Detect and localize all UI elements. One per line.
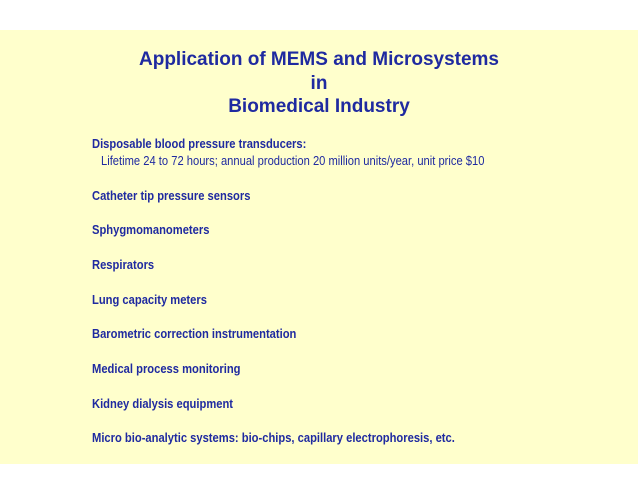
- list-item-lung-capacity-meters: Lung capacity meters: [92, 292, 207, 307]
- slide-title-line-2: in: [310, 73, 328, 94]
- list-item-sphygmomanometers: Sphygmomanometers: [92, 222, 210, 237]
- list-item-process-monitoring: Medical process monitoring: [92, 361, 241, 376]
- list-item-barometric-correction: Barometric correction instrumentation: [92, 326, 297, 341]
- slide-title-line-3: Biomedical Industry: [228, 96, 410, 117]
- list-item-detail-transducers: Lifetime 24 to 72 hours; annual production 20 million units/year, unit price $10: [101, 153, 485, 168]
- list-item-bio-analytic-systems: Micro bio-analytic systems: bio-chips, capillary electrophoresis, etc.: [92, 430, 455, 445]
- list-item-respirators: Respirators: [92, 257, 155, 272]
- list-item-catheter-sensors: Catheter tip pressure sensors: [92, 188, 251, 203]
- list-item-blood-pressure-transducers: Disposable blood pressure transducers:: [92, 136, 307, 151]
- list-item-kidney-dialysis: Kidney dialysis equipment: [92, 396, 234, 411]
- slide-title-line-1: Application of MEMS and Microsystems: [139, 49, 499, 70]
